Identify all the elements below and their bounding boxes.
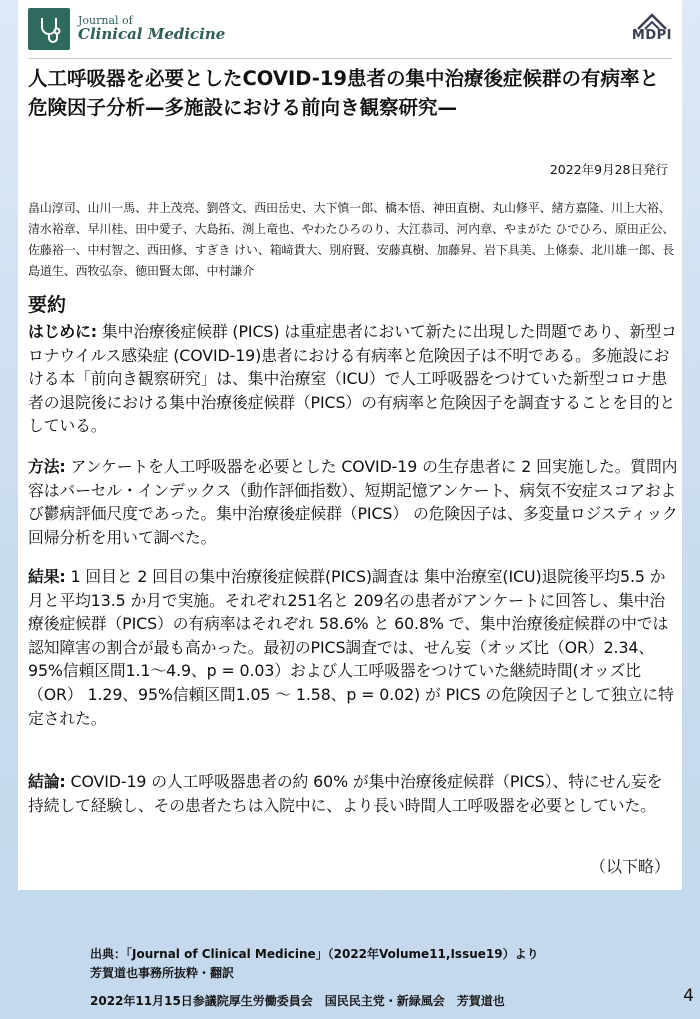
page-number: 4 (683, 986, 694, 1006)
author-list: 畠山淳司、山川一馬、井上茂亮、劉啓文、西田岳史、大下慎一郎、橋本悟、神田直樹、丸山修平、緒方嘉隆、川上大裕、清水裕章、早川桂、田中愛子、大島拓、渕上竜也、やわたひろのり、大江恭司、河内章、やまがた ひでひろ、原田正公、佐藤裕一、中村智之、西田修、すぎき けい、箱﨑貴大、別府賢、安藤真樹、加藤昇、岩下具美、上條泰、北川雄一郎、長島道生、西牧弘奈、徳田賢太郎、中村謙介 (28, 201, 675, 278)
journal-brand (28, 8, 225, 50)
stethoscope-icon (28, 8, 70, 50)
abstract-results (28, 565, 678, 730)
results-text: 1 回目と 2 回目の集中治療後症候群(PICS)調査は 集中治療室(ICU)退院後平均5.5 か月と平均13.5 か月で実施。それぞれ251名と 209名の患者がアンケートに回答し、集中治療後症候群（PICS）の有病率はそれぞれ 58.6% と 60.8% で、集中治療後症候群の中では認知障害の割合が最も高かった。最初のPICS調査では、せん妄（オッズ比（OR）2.34、95%信頼区間1.1～4.9、p = 0.03）および人工呼吸器をつけていた継続時間(オッズ比（OR） 1.29、95%信頼区間1.05 ～ 1.58、p = 0.02) が PICS の危険因子として独立に特定された。 (28, 567, 674, 728)
publisher-logo (632, 12, 672, 43)
abstract-methods (28, 455, 678, 549)
introduction-label: はじめに: (28, 322, 98, 341)
journal-name (78, 15, 225, 42)
article-title: 人工呼吸器を必要としたCOVID-19患者の集中治療後症候群の有病率と危険因子分析—多施設における前向き観察研究— (28, 67, 659, 119)
source-citation (90, 945, 539, 983)
abstract-heading: 要約 (28, 294, 67, 316)
omitted-note: （以下略） (589, 857, 670, 876)
source-line-1: 出典：「Journal of Clinical Medicine」（2022年Volume11,Issue19）より (90, 947, 539, 961)
committee-line: 2022年11月15日参議院厚生労働委員会 国民民主党・新緑風会 芳賀道也 (90, 994, 505, 1008)
methods-text: アンケートを人工呼吸器を必要とした COVID-19 の生存患者に 2 回実施した。質問内容はバーセル・インデックス（動作評価指数）、短期記憶アンケート、病気不安症スコアおよび鬱病評価尺度であった。集中治療後症候群（PICS） の危険因子は、多変量ロジスティック回帰分析を用いて調べた。 (28, 457, 678, 547)
abstract-conclusion (28, 770, 678, 817)
publication-date: 2022年9月28日発行 (549, 162, 668, 177)
conclusion-label: 結論: (28, 772, 66, 791)
abstract-introduction (28, 320, 678, 438)
methods-label: 方法: (28, 457, 66, 476)
publisher-name: MDPI (631, 28, 672, 43)
results-label: 結果: (28, 567, 66, 586)
introduction-text: 集中治療後症候群 (PICS) は重症患者において新たに出現した問題であり、新型コロナウイルス感染症 (COVID-19)患者における有病率と危険因子は不明である。多施設における本「前向き観察研究」は、集中治療室（ICU）で人工呼吸器をつけていた新型コロナ患者の退院後における集中治療後症候群（PICS）の有病率と危険因子を調査することを目的としている。 (28, 322, 677, 436)
source-line-2: 芳賀道也事務所抜粋・翻訳 (90, 966, 235, 980)
conclusion-text: COVID-19 の人工呼吸器患者の約 60% が集中治療後症候群（PICS）、特にせん妄を持続して経験し、その患者たちは入院中に、より長い時間人工呼吸器を必要としていた。 (28, 772, 663, 815)
journal-name-line1: Journal of (78, 14, 133, 28)
journal-name-line2: Clinical Medicine (78, 24, 226, 43)
article-card (18, 0, 682, 890)
header-divider (28, 58, 672, 59)
